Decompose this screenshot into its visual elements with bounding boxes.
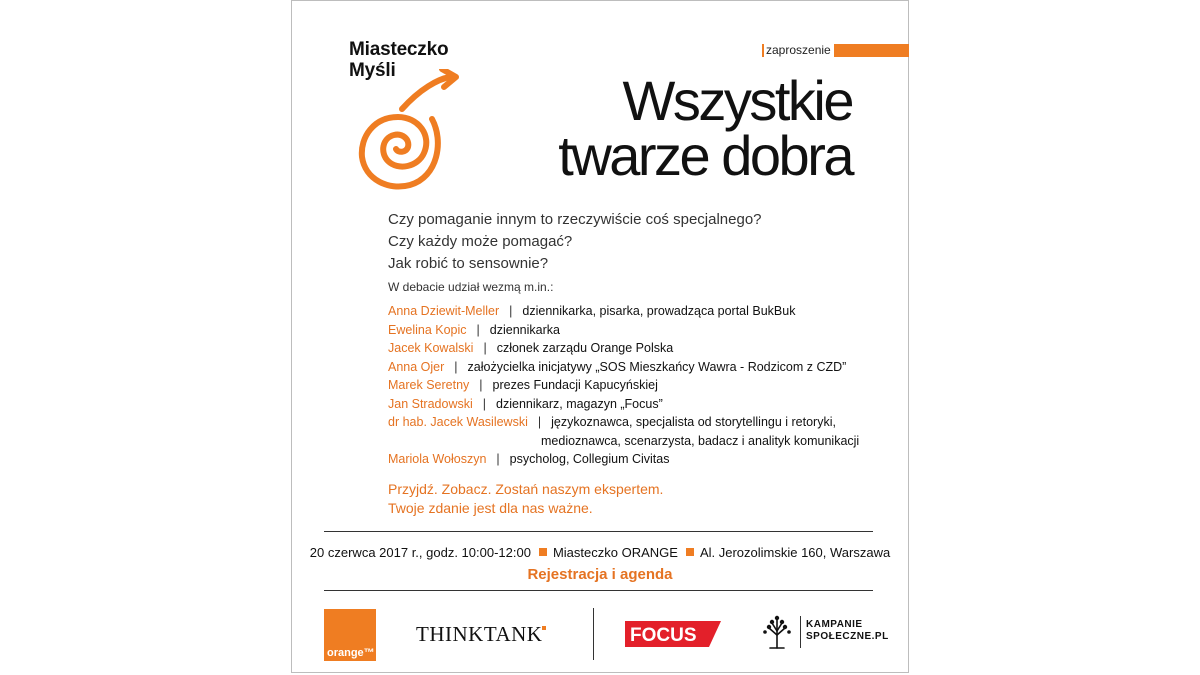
cta-line-2: Twoje zdanie jest dla nas ważne. — [388, 500, 593, 516]
participant-row — [388, 339, 673, 357]
invitation-card — [291, 0, 909, 673]
kampanie-spoleczne-logo — [806, 619, 889, 643]
separator: | — [537, 415, 542, 429]
focus-logo — [625, 621, 721, 647]
headline-line-1: Wszystkie — [622, 69, 852, 132]
thinktank-logo — [416, 622, 546, 647]
participant-row — [388, 376, 658, 394]
participant-name: Anna Dziewit-Meller — [388, 304, 500, 318]
participant-row — [388, 450, 669, 468]
participants-intro: W debacie udział wezmą m.in.: — [388, 280, 554, 294]
tree-icon — [760, 615, 794, 649]
question-2: Czy każdy może pomagać? — [388, 233, 573, 250]
participant-role: psycholog, Collegium Civitas — [509, 452, 670, 466]
participant-row — [388, 302, 795, 320]
question-1: Czy pomaganie innym to rzeczywiście coś specjalnego? — [388, 211, 762, 228]
tag-label: zaproszenie — [764, 44, 834, 57]
registration-link[interactable]: Rejestracja i agenda — [527, 566, 673, 583]
cta-line-1: Przyjdź. Zobacz. Zostań naszym ekspertem. — [388, 481, 664, 497]
headline — [492, 69, 852, 187]
thinktank-dot-icon — [542, 626, 546, 630]
participant-row-continuation — [541, 432, 859, 450]
separator: | — [483, 341, 487, 355]
separator: | — [454, 360, 458, 374]
orange-logo — [324, 609, 376, 661]
participant-role: dziennikarz, magazyn „Focus” — [496, 397, 663, 411]
kampanie-line-2: SPOŁECZNE.PL — [806, 631, 889, 642]
participant-name: Ewelina Kopic — [388, 323, 467, 337]
focus-logo-text: FOCUS — [630, 625, 697, 646]
separator: | — [479, 378, 483, 392]
kampanie-divider — [800, 616, 801, 648]
separator: | — [496, 452, 500, 466]
question-3: Jak robić to sensownie? — [388, 255, 549, 272]
separator: | — [509, 304, 513, 318]
bullet-square-icon — [686, 548, 694, 556]
separator: | — [476, 323, 480, 337]
event-venue: Miasteczko ORANGE — [552, 545, 678, 560]
participant-role: prezes Fundacji Kapucyńskiej — [492, 378, 658, 392]
separator: | — [482, 397, 487, 411]
headline-line-2: twarze dobra — [558, 124, 852, 187]
participant-name: dr hab. Jacek Wasilewski — [388, 415, 528, 429]
divider-bottom — [324, 590, 873, 591]
kampanie-line-1: KAMPANIE — [806, 619, 863, 630]
participant-role: językoznawca, specjalista od storytellingu i retoryki, — [551, 415, 836, 429]
event-info — [292, 545, 908, 560]
participant-row — [388, 395, 663, 413]
participant-role: założycielka inicjatywy „SOS Mieszkańcy Wawra - Rodzicom z CZD” — [467, 360, 847, 374]
participant-name: Jacek Kowalski — [388, 341, 474, 355]
bullet-square-icon — [539, 548, 547, 556]
participant-row — [388, 321, 560, 339]
participant-name: Marek Seretny — [388, 378, 470, 392]
participant-name: Jan Stradowski — [388, 397, 473, 411]
participant-name: Mariola Wołoszyn — [388, 452, 487, 466]
spiral-arrow-icon — [338, 69, 468, 194]
participant-row — [388, 413, 836, 431]
sponsor-divider — [593, 608, 594, 660]
participant-name: Anna Ojer — [388, 360, 445, 374]
thinktank-text: THINKTANK — [416, 622, 543, 646]
divider-top — [324, 531, 873, 532]
participant-role: dziennikarka — [489, 323, 560, 337]
participant-role: członek zarządu Orange Polska — [496, 341, 674, 355]
logo-line-1: Miasteczko — [349, 39, 449, 60]
event-date: 20 czerwca 2017 r., godz. 10:00-12:00 — [309, 545, 531, 560]
participant-role: dziennikarka, pisarka, prowadząca portal BukBuk — [522, 304, 796, 318]
participant-row — [388, 358, 846, 376]
orange-logo-text: orange™ — [327, 647, 375, 659]
event-address: Al. Jerozolimskie 160, Warszawa — [699, 545, 891, 560]
logo-line-2: Myśli — [349, 60, 396, 81]
participant-role-continued: medioznawca, scenarzysta, badacz i analityk komunikacji — [541, 434, 860, 448]
